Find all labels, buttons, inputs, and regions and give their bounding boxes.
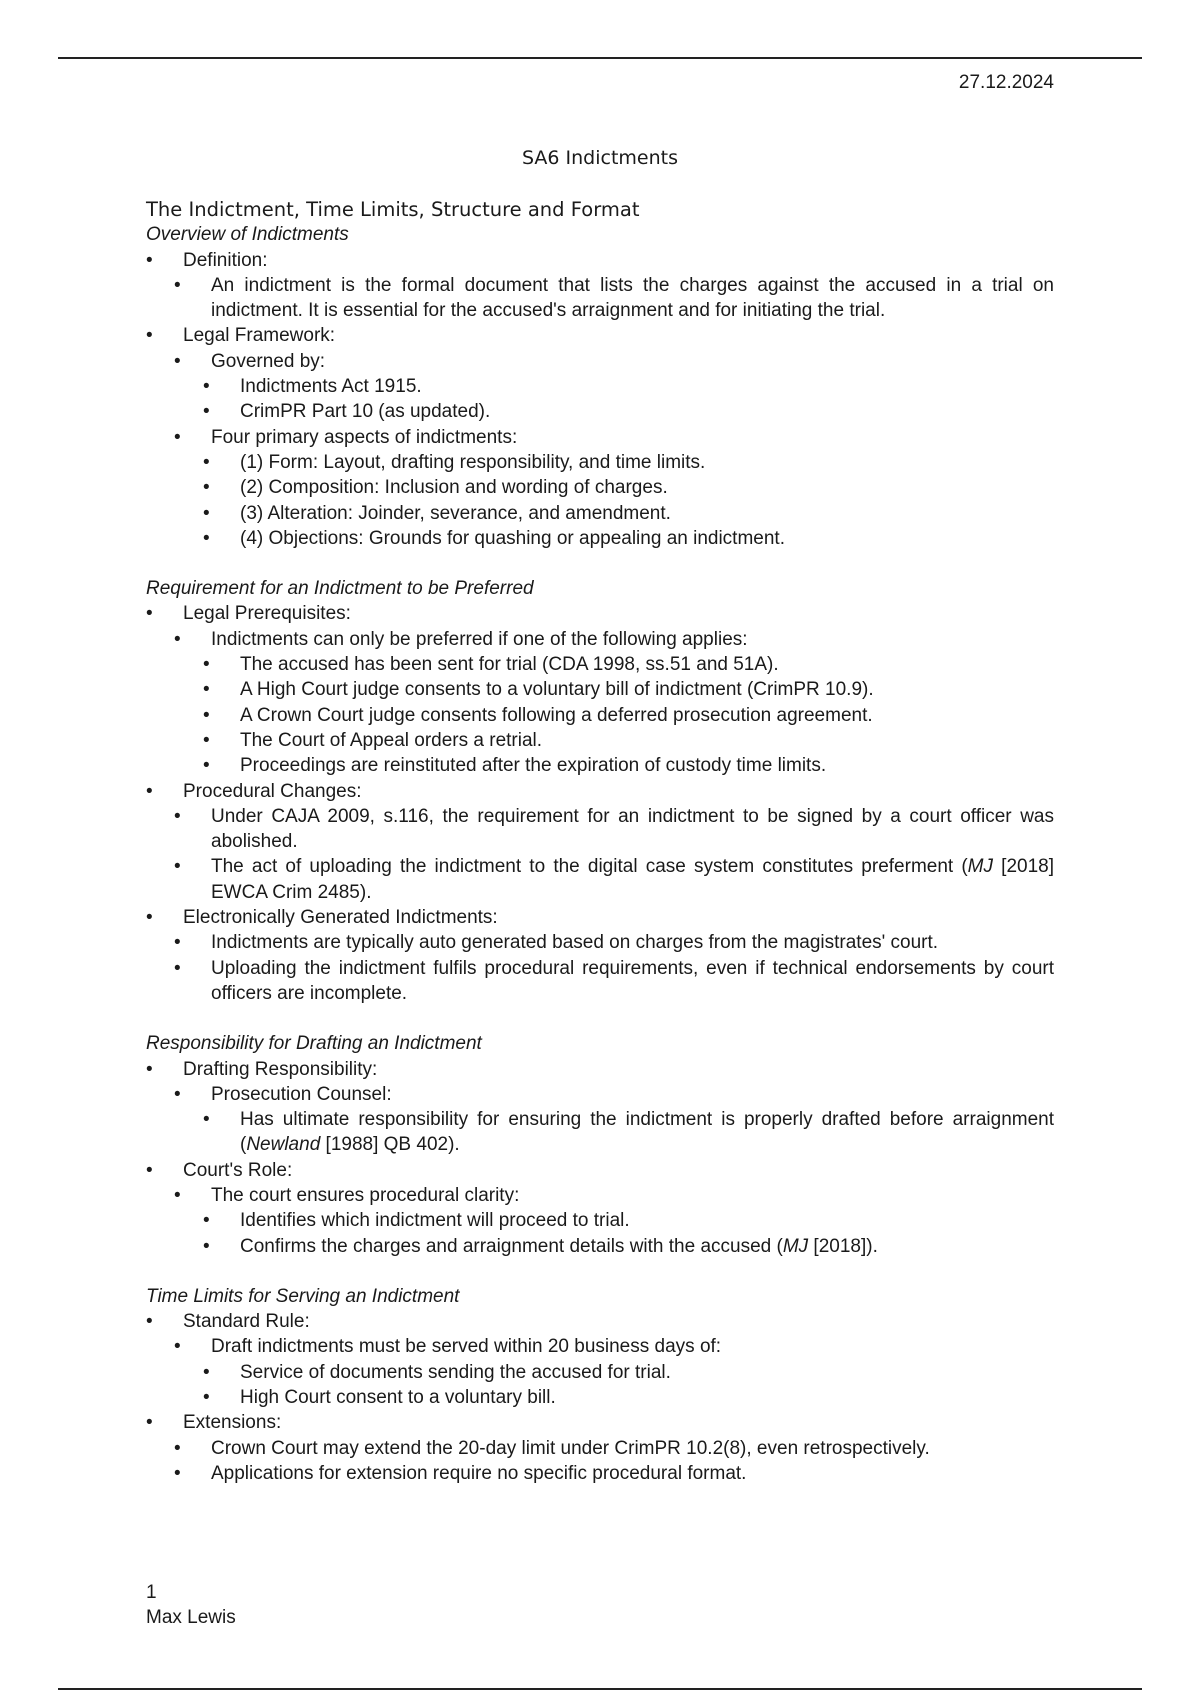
- list-item: • Indictments are typically auto generated based on charges from the magistrates' court.: [146, 930, 1054, 955]
- list-item: • The court ensures procedural clarity:: [146, 1183, 1054, 1208]
- list-item-text: Confirms the charges and arraignment details with the accused (: [240, 1235, 783, 1257]
- overview-list: [146, 248, 1054, 552]
- overview-heading: Overview of Indictments: [146, 224, 349, 246]
- list-item: • (2) Composition: Inclusion and wording of charges.: [146, 475, 1054, 500]
- time-limits-list: [146, 1309, 1054, 1486]
- list-item: • Under CAJA 2009, s.116, the requirement for an indictment to be signed by a court officer was abolished.: [146, 804, 1054, 855]
- page-footer: [146, 1580, 236, 1631]
- header-rule: [58, 57, 1142, 59]
- list-item: • Extensions:: [146, 1410, 1054, 1435]
- list-item: [146, 854, 1054, 905]
- list-item: • (1) Form: Layout, drafting responsibility, and time limits.: [146, 450, 1054, 475]
- list-item: • Legal Prerequisites:: [146, 601, 1054, 626]
- list-item: • Drafting Responsibility:: [146, 1057, 1054, 1082]
- list-item: • An indictment is the formal document that lists the charges against the accused in a trial on indictment. It is essential for the accused's arraignment and for initiating the trial.: [146, 273, 1054, 324]
- list-item: • The accused has been sent for trial (CDA 1998, ss.51 and 51A).: [146, 652, 1054, 677]
- case-name: Newland: [246, 1134, 321, 1156]
- responsibility-list: [146, 1057, 1054, 1259]
- list-item: • Governed by:: [146, 349, 1054, 374]
- list-item-text: [2018] EWCA Crim 2485).: [211, 856, 1054, 903]
- list-item: • The Court of Appeal orders a retrial.: [146, 728, 1054, 753]
- document-title: SA6 Indictments: [521, 147, 678, 169]
- list-item-text: [2018]).: [808, 1235, 878, 1257]
- list-item: • Electronically Generated Indictments:: [146, 905, 1054, 930]
- list-item: • Standard Rule:: [146, 1309, 1054, 1334]
- list-item: • A High Court judge consents to a voluntary bill of indictment (CrimPR 10.9).: [146, 677, 1054, 702]
- list-item-text: Has ultimate responsibility for ensuring the indictment is properly drafted before arraignment (: [240, 1109, 1054, 1156]
- list-item: • Crown Court may extend the 20-day limit under CrimPR 10.2(8), even retrospectively.: [146, 1436, 1054, 1461]
- document-body: [146, 197, 1054, 1486]
- requirement-heading: Requirement for an Indictment to be Preferred: [146, 578, 534, 600]
- list-item: • Indictments Act 1915.: [146, 374, 1054, 399]
- list-item: • Indictments can only be preferred if one of the following applies:: [146, 627, 1054, 652]
- list-item: • Court's Role:: [146, 1158, 1054, 1183]
- list-item: • Legal Framework:: [146, 323, 1054, 348]
- list-item-text: The act of uploading the indictment to the digital case system constitutes preferment (: [211, 856, 968, 878]
- footer-rule: [58, 1688, 1142, 1690]
- list-item: • Draft indictments must be served within 20 business days of:: [146, 1334, 1054, 1359]
- list-item: • CrimPR Part 10 (as updated).: [146, 399, 1054, 424]
- list-item: • High Court consent to a voluntary bill.: [146, 1385, 1054, 1410]
- list-item: • Service of documents sending the accused for trial.: [146, 1360, 1054, 1385]
- list-item: • Procedural Changes:: [146, 779, 1054, 804]
- requirement-list: [146, 601, 1054, 1006]
- document-date: 27.12.2024: [958, 72, 1054, 93]
- list-item: • Applications for extension require no specific procedural format.: [146, 1461, 1054, 1486]
- section-heading: The Indictment, Time Limits, Structure and Format: [146, 198, 640, 221]
- list-item: • Uploading the indictment fulfils procedural requirements, even if technical endorsements by court officers are incomplete.: [146, 956, 1054, 1007]
- list-item: • Identifies which indictment will proceed to trial.: [146, 1208, 1054, 1233]
- author-name: Max Lewis: [146, 1607, 236, 1629]
- list-item: [146, 1107, 1054, 1158]
- list-item: [146, 1234, 1054, 1259]
- list-item: • Prosecution Counsel:: [146, 1082, 1054, 1107]
- list-item: • (3) Alteration: Joinder, severance, and amendment.: [146, 501, 1054, 526]
- responsibility-heading: Responsibility for Drafting an Indictment: [146, 1033, 482, 1055]
- list-item: • A Crown Court judge consents following a deferred prosecution agreement.: [146, 703, 1054, 728]
- list-item: • Proceedings are reinstituted after the expiration of custody time limits.: [146, 753, 1054, 778]
- time-limits-heading: Time Limits for Serving an Indictment: [146, 1285, 460, 1307]
- list-item: • Four primary aspects of indictments:: [146, 425, 1054, 450]
- list-item-text: [1988] QB 402).: [320, 1134, 460, 1156]
- list-item: • (4) Objections: Grounds for quashing or appealing an indictment.: [146, 526, 1054, 551]
- page-number: 1: [146, 1582, 157, 1603]
- case-name: MJ: [967, 856, 993, 878]
- case-name: MJ: [782, 1235, 809, 1257]
- list-item: • Definition:: [146, 248, 1054, 273]
